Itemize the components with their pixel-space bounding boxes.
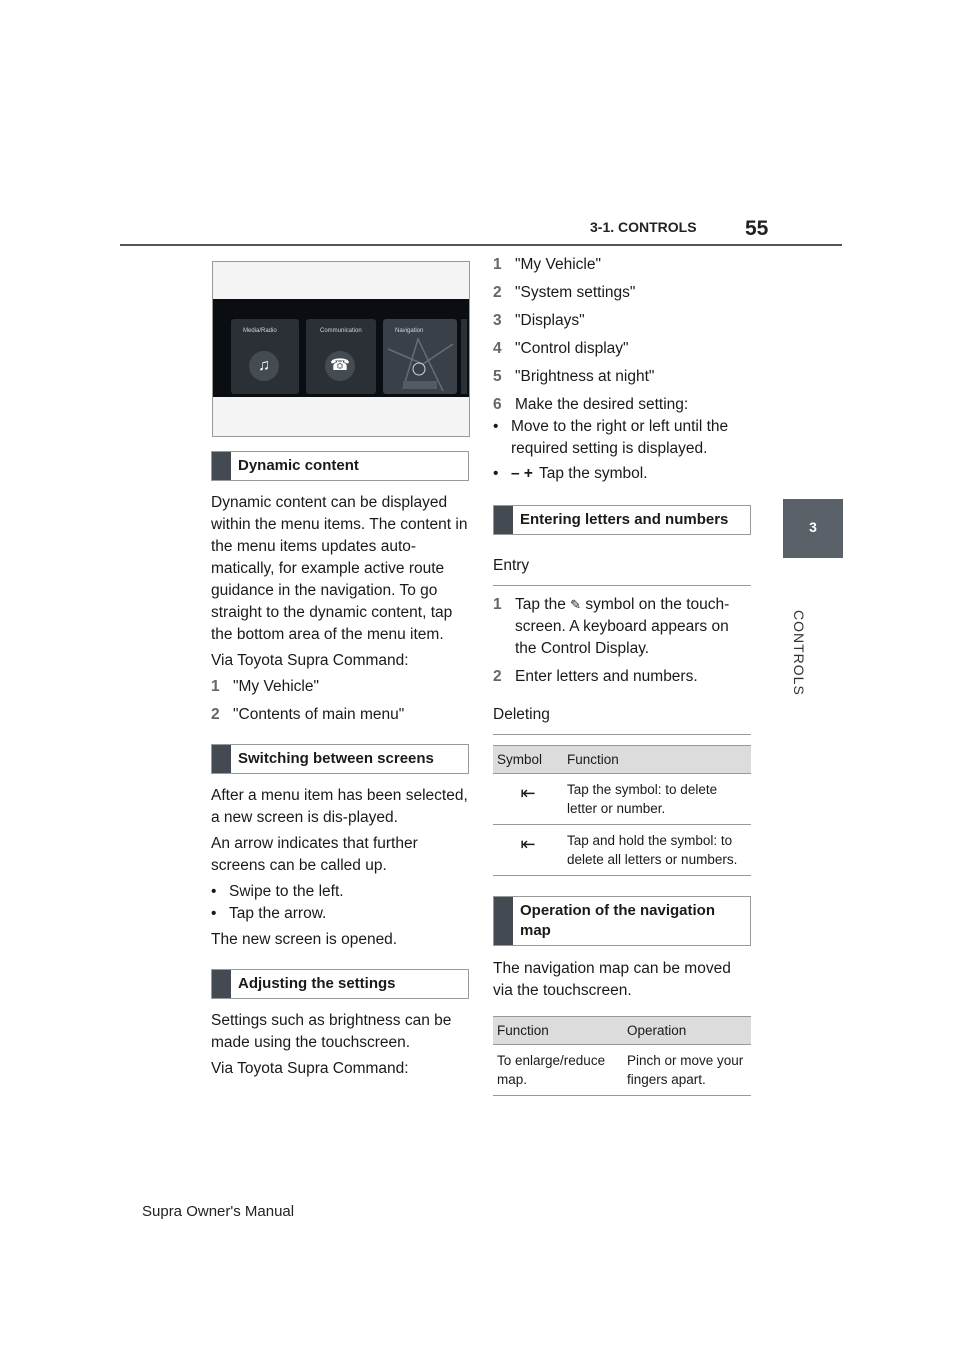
- paragraph: The new screen is opened.: [211, 931, 398, 948]
- step: 5 "Brightness at night": [493, 368, 655, 385]
- header-rule: [120, 244, 842, 246]
- table-header: Symbol: [493, 746, 563, 774]
- page-number: 55: [745, 217, 769, 240]
- backspace-icon: ⇤: [493, 774, 563, 825]
- step: 3 "Displays": [493, 312, 585, 329]
- table-header: Operation: [623, 1017, 751, 1045]
- paragraph: After a menu item has been selected, a new screen is dis-played.: [211, 787, 468, 826]
- delete-table: [493, 745, 751, 876]
- step: 2 Enter letters and numbers.: [493, 668, 698, 685]
- subheading-entry: Entry: [493, 549, 751, 586]
- bullet-item: • – + Tap the symbol.: [493, 463, 751, 485]
- step: 4 "Control display": [493, 340, 629, 357]
- section-title: 3-1. CONTROLS: [590, 219, 697, 235]
- keyboard-pen-icon: ✎: [570, 597, 582, 612]
- phone-icon: ☎: [325, 351, 355, 381]
- bullet-item: • Tap the arrow.: [211, 905, 327, 922]
- step: 6 Make the desired setting:: [493, 396, 689, 413]
- chapter-label: CONTROLS: [791, 610, 807, 696]
- tile-label: Navigation: [395, 328, 424, 334]
- next-screen-arrow: [461, 319, 467, 394]
- table-cell: To enlarge/reduce map.: [493, 1045, 623, 1096]
- table-cell: Tap the symbol: to delete letter or number.: [563, 774, 751, 825]
- heading-navigation-map: Operation of the navigation map: [493, 896, 751, 946]
- control-display-screenshot: [212, 261, 470, 437]
- table-row: [493, 825, 751, 876]
- tile-label: Media/Radio: [243, 328, 277, 334]
- heading-dynamic-content: Dynamic content: [211, 451, 469, 481]
- step: 1 "My Vehicle": [211, 678, 319, 695]
- step: 1 "My Vehicle": [493, 256, 601, 273]
- subheading-deleting: Deleting: [493, 698, 751, 735]
- backspace-icon: ⇤: [493, 825, 563, 876]
- bullet-item: • Swipe to the left.: [211, 883, 344, 900]
- menu-tile-communication: [306, 319, 376, 394]
- step: 2 "System settings": [493, 284, 636, 301]
- chapter-tab: [783, 499, 843, 558]
- menu-tile-navigation: [383, 319, 457, 394]
- bullet-item: • Move to the right or left until the required setting is displayed.: [493, 418, 729, 457]
- table-header: Function: [563, 746, 751, 774]
- table-header: Function: [493, 1017, 623, 1045]
- paragraph: An arrow indicates that further screens can be called up.: [211, 835, 418, 874]
- heading-adjusting-settings: Adjusting the settings: [211, 969, 469, 999]
- menu-tile-media: [231, 319, 299, 394]
- screen-area: [213, 299, 469, 397]
- paragraph: The navigation map can be moved via the touchscreen.: [493, 960, 731, 999]
- paragraph: Settings such as brightness can be made using the touchscreen.: [211, 1012, 452, 1051]
- footer-text: Supra Owner's Manual: [142, 1203, 295, 1220]
- music-note-icon: ♫: [249, 351, 279, 381]
- step: 2 "Contents of main menu": [211, 706, 405, 723]
- table-cell: Pinch or move your fingers apart.: [623, 1045, 751, 1096]
- tile-label: Communication: [320, 328, 362, 334]
- minus-plus-icon: – +: [511, 465, 533, 482]
- step: 1 Tap the ✎ symbol on the touch-screen. A keyboard appears on the Control Display.: [493, 596, 730, 657]
- chapter-number: 3: [809, 519, 817, 535]
- paragraph: Via Toyota Supra Command:: [211, 1060, 409, 1077]
- map-icon: [383, 319, 457, 394]
- table-row: [493, 1045, 751, 1096]
- paragraph: Via Toyota Supra Command:: [211, 652, 409, 669]
- heading-entering-letters: Entering letters and numbers: [493, 505, 751, 535]
- table-cell: Tap and hold the symbol: to delete all letters or numbers.: [563, 825, 751, 876]
- heading-switching-screens: Switching between screens: [211, 744, 469, 774]
- right-column: [493, 254, 751, 1096]
- paragraph: Dynamic content can be displayed within the menu items. The content in the menu items updates auto-matically, for example active route guidance in the navigation. To go straight to the dynamic content, tap the bottom area of the menu item.: [211, 494, 468, 643]
- table-row: [493, 774, 751, 825]
- navigation-table: [493, 1016, 751, 1096]
- left-column: [211, 451, 469, 1084]
